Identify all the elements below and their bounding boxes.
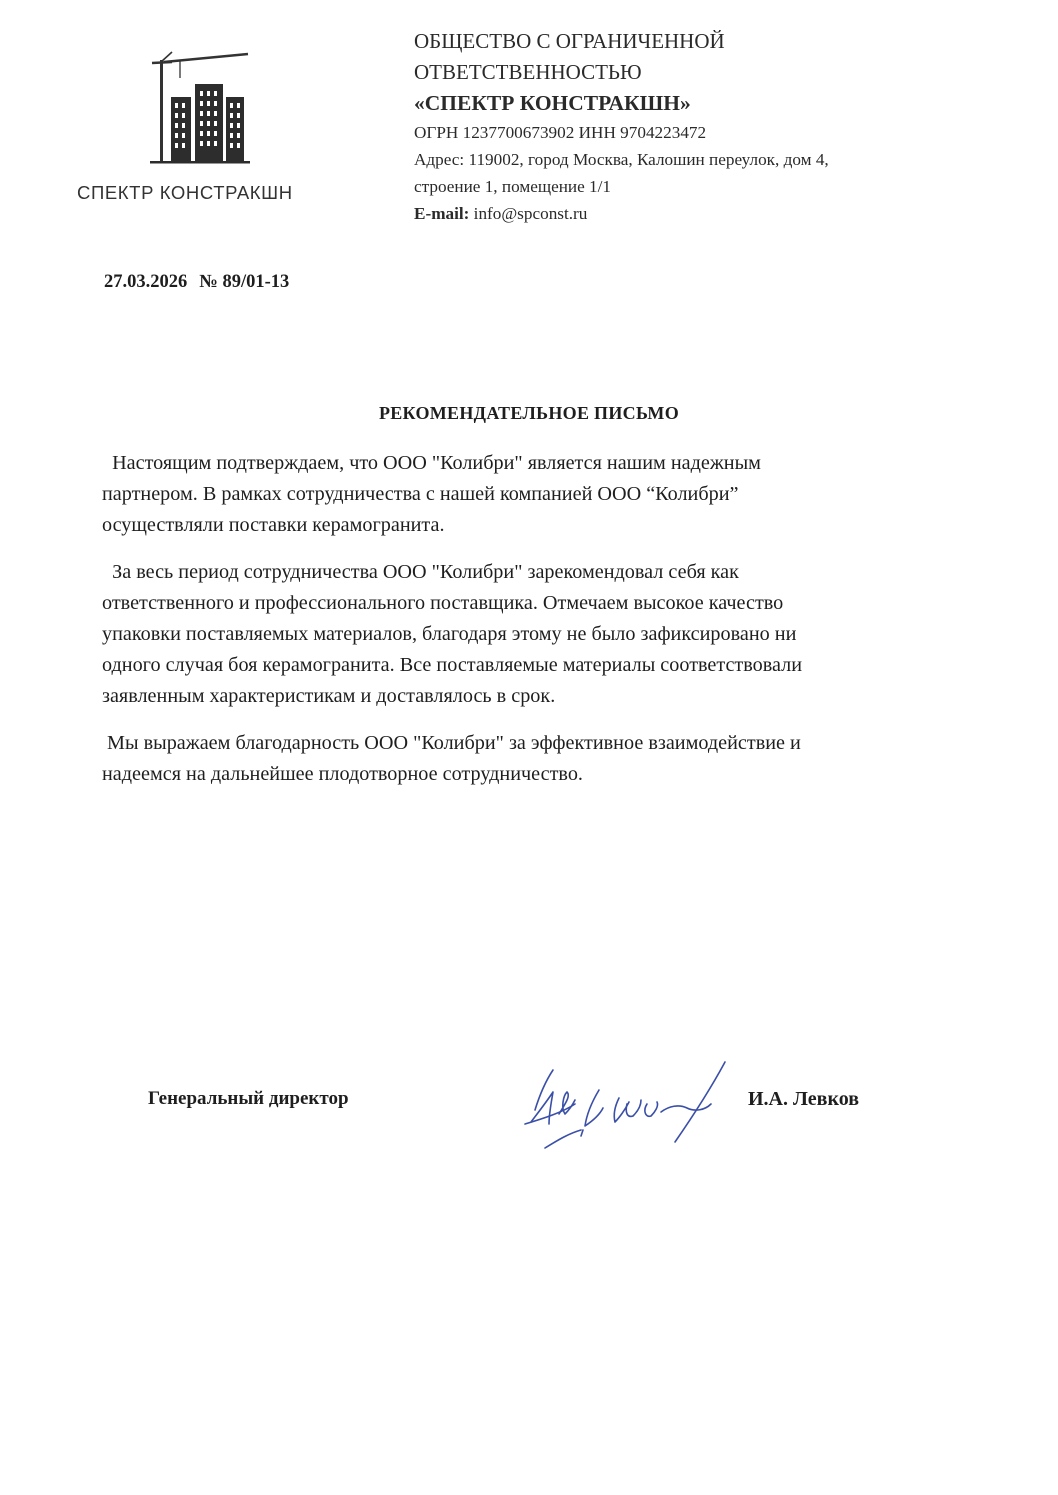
paragraph-line: осуществляли поставки керамогранита. <box>102 514 445 536</box>
paragraph-line: одного случая боя керамогранита. Все поставляемые материалы соответствовали <box>102 654 803 676</box>
company-ogrn-inn: ОГРН 1237700673902 ИНН 9704223472 <box>414 123 707 142</box>
paragraph-line: надеемся на дальнейшее плодотворное сотрудничество. <box>102 763 583 785</box>
signatory-name: И.А. Левков <box>748 1088 860 1110</box>
paragraph-line: Настоящим подтверждаем, что ООО "Колибри" является нашим надежным <box>102 452 761 474</box>
company-name-line2: ОТВЕТСТВЕННОСТЬЮ <box>414 60 642 84</box>
signatory-position: Генеральный директор <box>148 1088 349 1109</box>
company-header <box>414 26 1014 227</box>
reference-line <box>104 272 289 293</box>
company-address-line1: Адрес: 119002, город Москва, Калошин переулок, дом 4, <box>414 150 829 169</box>
company-logo-icon <box>150 50 250 165</box>
company-email-row <box>414 200 1014 227</box>
paragraph-line: ответственного и профессионального поставщика. Отмечаем высокое качество <box>102 592 784 614</box>
paragraph-line: партнером. В рамках сотрудничества с нашей компанией ООО “Колибри” <box>102 483 739 505</box>
company-name-line1: ОБЩЕСТВО С ОГРАНИЧЕННОЙ <box>414 29 725 53</box>
paragraph-line: заявленным характеристикам и доставлялось в срок. <box>102 685 556 707</box>
letter-date: 27.03.2026 <box>104 272 188 292</box>
paragraph <box>102 728 982 790</box>
company-address-line2: строение 1, помещение 1/1 <box>414 177 612 196</box>
logo-caption: СПЕКТР КОНСТРАКШН <box>77 182 293 203</box>
letter-title: РЕКОМЕНДАТЕЛЬНОЕ ПИСЬМО <box>378 403 680 423</box>
paragraph <box>102 448 982 541</box>
letter-number: № 89/01-13 <box>199 272 290 292</box>
handwritten-signature-icon <box>515 1052 745 1152</box>
paragraph <box>102 557 982 712</box>
company-name-line3: «СПЕКТР КОНСТРАКШН» <box>414 91 691 115</box>
letter-body <box>102 448 982 806</box>
email-link[interactable]: info@spconst.ru <box>473 204 588 223</box>
paragraph-line: Мы выражаем благодарность ООО "Колибри" за эффективное взаимодействие и <box>102 732 801 754</box>
paragraph-line: упаковки поставляемых материалов, благодаря этому не было зафиксировано ни <box>102 623 797 645</box>
email-label: E-mail: <box>414 204 470 223</box>
paragraph-line: За весь период сотрудничества ООО "Колибри" зарекомендовал себя как <box>102 561 739 583</box>
